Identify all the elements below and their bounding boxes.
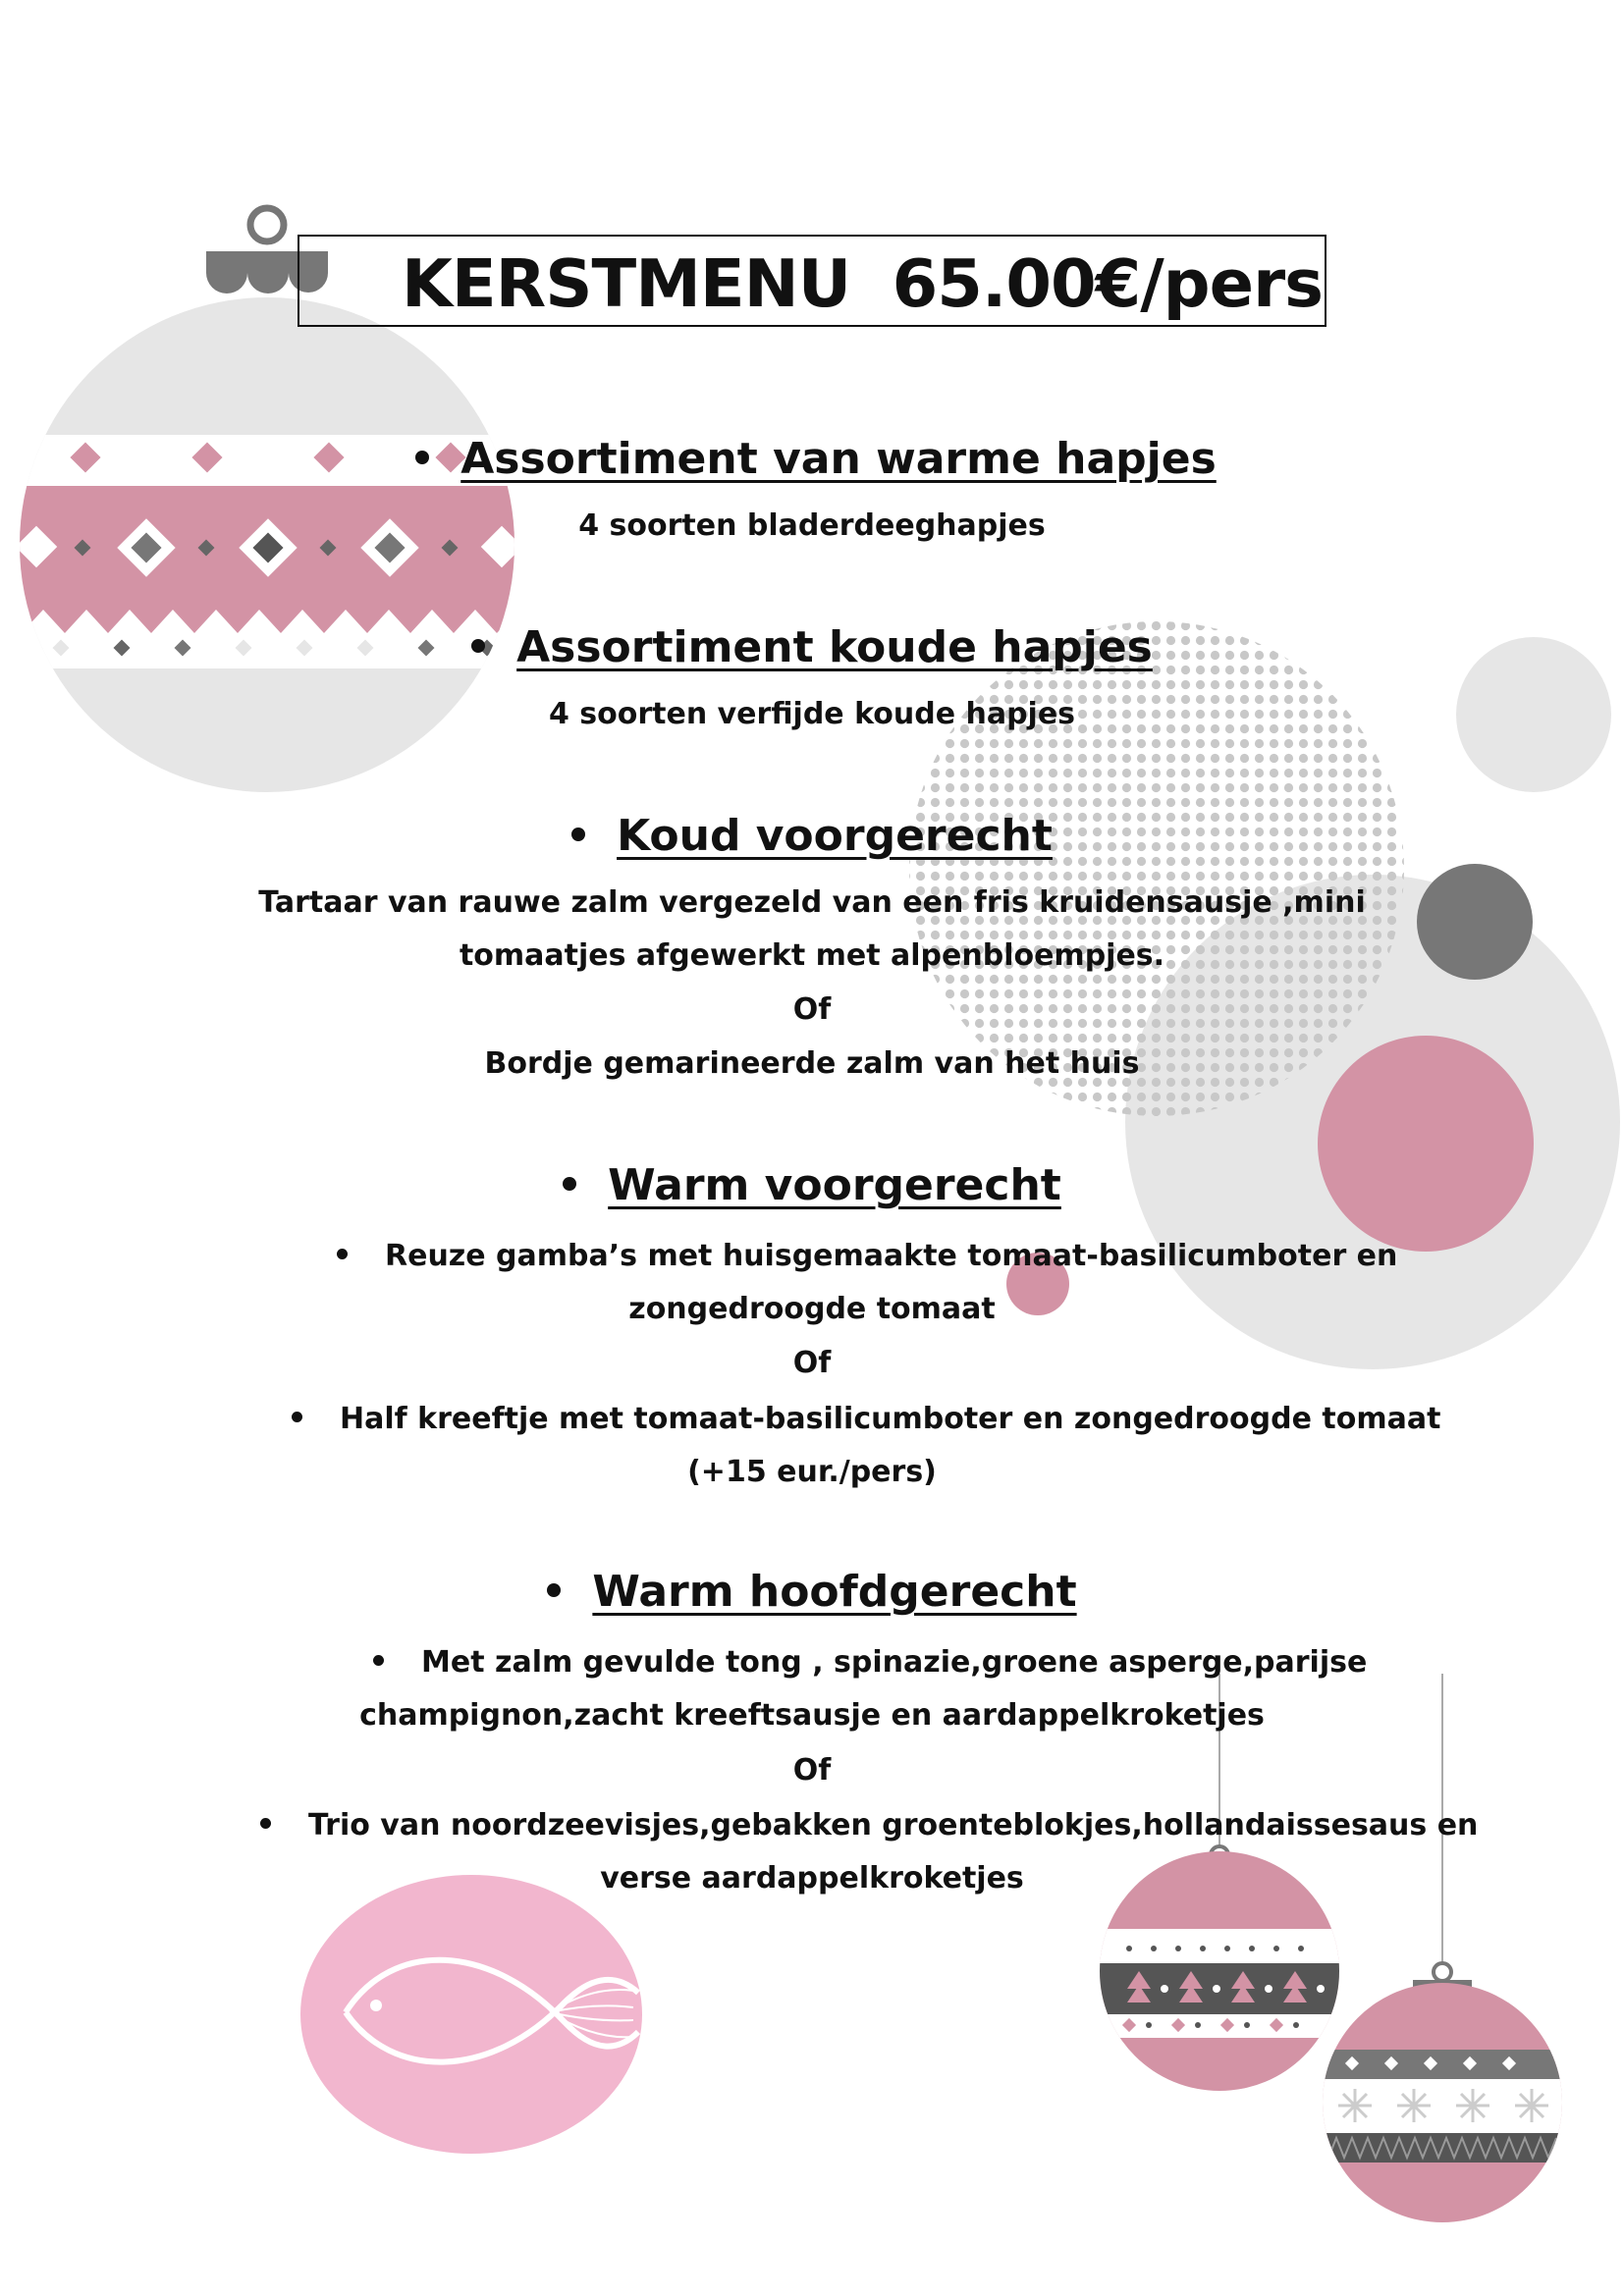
text-koud-voorgerecht-1: Tartaar van rauwe zalm vergezeld van een fris kruidensausje ,mini	[258, 885, 1366, 920]
bullet-icon	[337, 1249, 348, 1259]
text-of: Of	[792, 1753, 832, 1788]
bullet-icon	[547, 1583, 561, 1597]
heading-warm-hapjes: Assortiment van warme hapjes	[0, 434, 1624, 486]
text-warm-voorgerecht-3: Half kreeftje met tomaat-basilicumboter en zongedroogde tomaat	[292, 1402, 1470, 1437]
menu-price: 65.00€/pers	[892, 245, 1323, 322]
text-warm-voorgerecht-1: Reuze gamba’s met huisgemaakte tomaat-basilicumboter en	[337, 1239, 1436, 1274]
bullet-icon	[260, 1818, 271, 1829]
text-warm-hoofdgerecht-3: Trio van noordzeevisjes,gebakken groenteblokjes,hollandaissesaus en	[260, 1808, 1488, 1843]
bullet-icon	[571, 828, 585, 841]
heading-warm-voorgerecht: Warm voorgerecht	[0, 1160, 1624, 1212]
text-koude-hapjes: 4 soorten verfijde koude hapjes	[548, 697, 1076, 731]
bullet-icon	[373, 1655, 384, 1666]
text-koud-voorgerecht-3: Bordje gemarineerde zalm van het huis	[484, 1046, 1140, 1081]
bullet-icon	[563, 1177, 576, 1191]
text-warm-hapjes: 4 soorten bladerdeeghapjes	[578, 508, 1046, 543]
text-of: Of	[792, 1346, 832, 1380]
title-box	[298, 235, 1326, 327]
text-warm-hoofdgerecht-2: champignon,zacht kreeftsausje en aardappelkroketjes	[359, 1698, 1265, 1733]
heading-koud-voorgerecht: Koud voorgerecht	[0, 811, 1624, 863]
text-warm-hoofdgerecht-1: Met zalm gevulde tong , spinazie,groene asperge,parijse	[373, 1645, 1453, 1681]
text-warm-voorgerecht-2: zongedroogde tomaat	[628, 1292, 996, 1326]
bullet-icon	[415, 451, 429, 464]
bullet-icon	[471, 639, 485, 653]
bullet-icon	[292, 1412, 302, 1422]
menu-title: KERSTMENU	[402, 245, 851, 322]
text-of: Of	[792, 992, 832, 1027]
heading-warm-hoofdgerecht: Warm hoofdgerecht	[0, 1567, 1624, 1619]
text-koud-voorgerecht-2: tomaatjes afgewerkt met alpenbloempjes.	[459, 938, 1165, 973]
text-warm-hoofdgerecht-4: verse aardappelkroketjes	[600, 1861, 1024, 1896]
text-warm-voorgerecht-4: (+15 eur./pers)	[687, 1455, 937, 1489]
heading-koude-hapjes: Assortiment koude hapjes	[0, 622, 1624, 674]
